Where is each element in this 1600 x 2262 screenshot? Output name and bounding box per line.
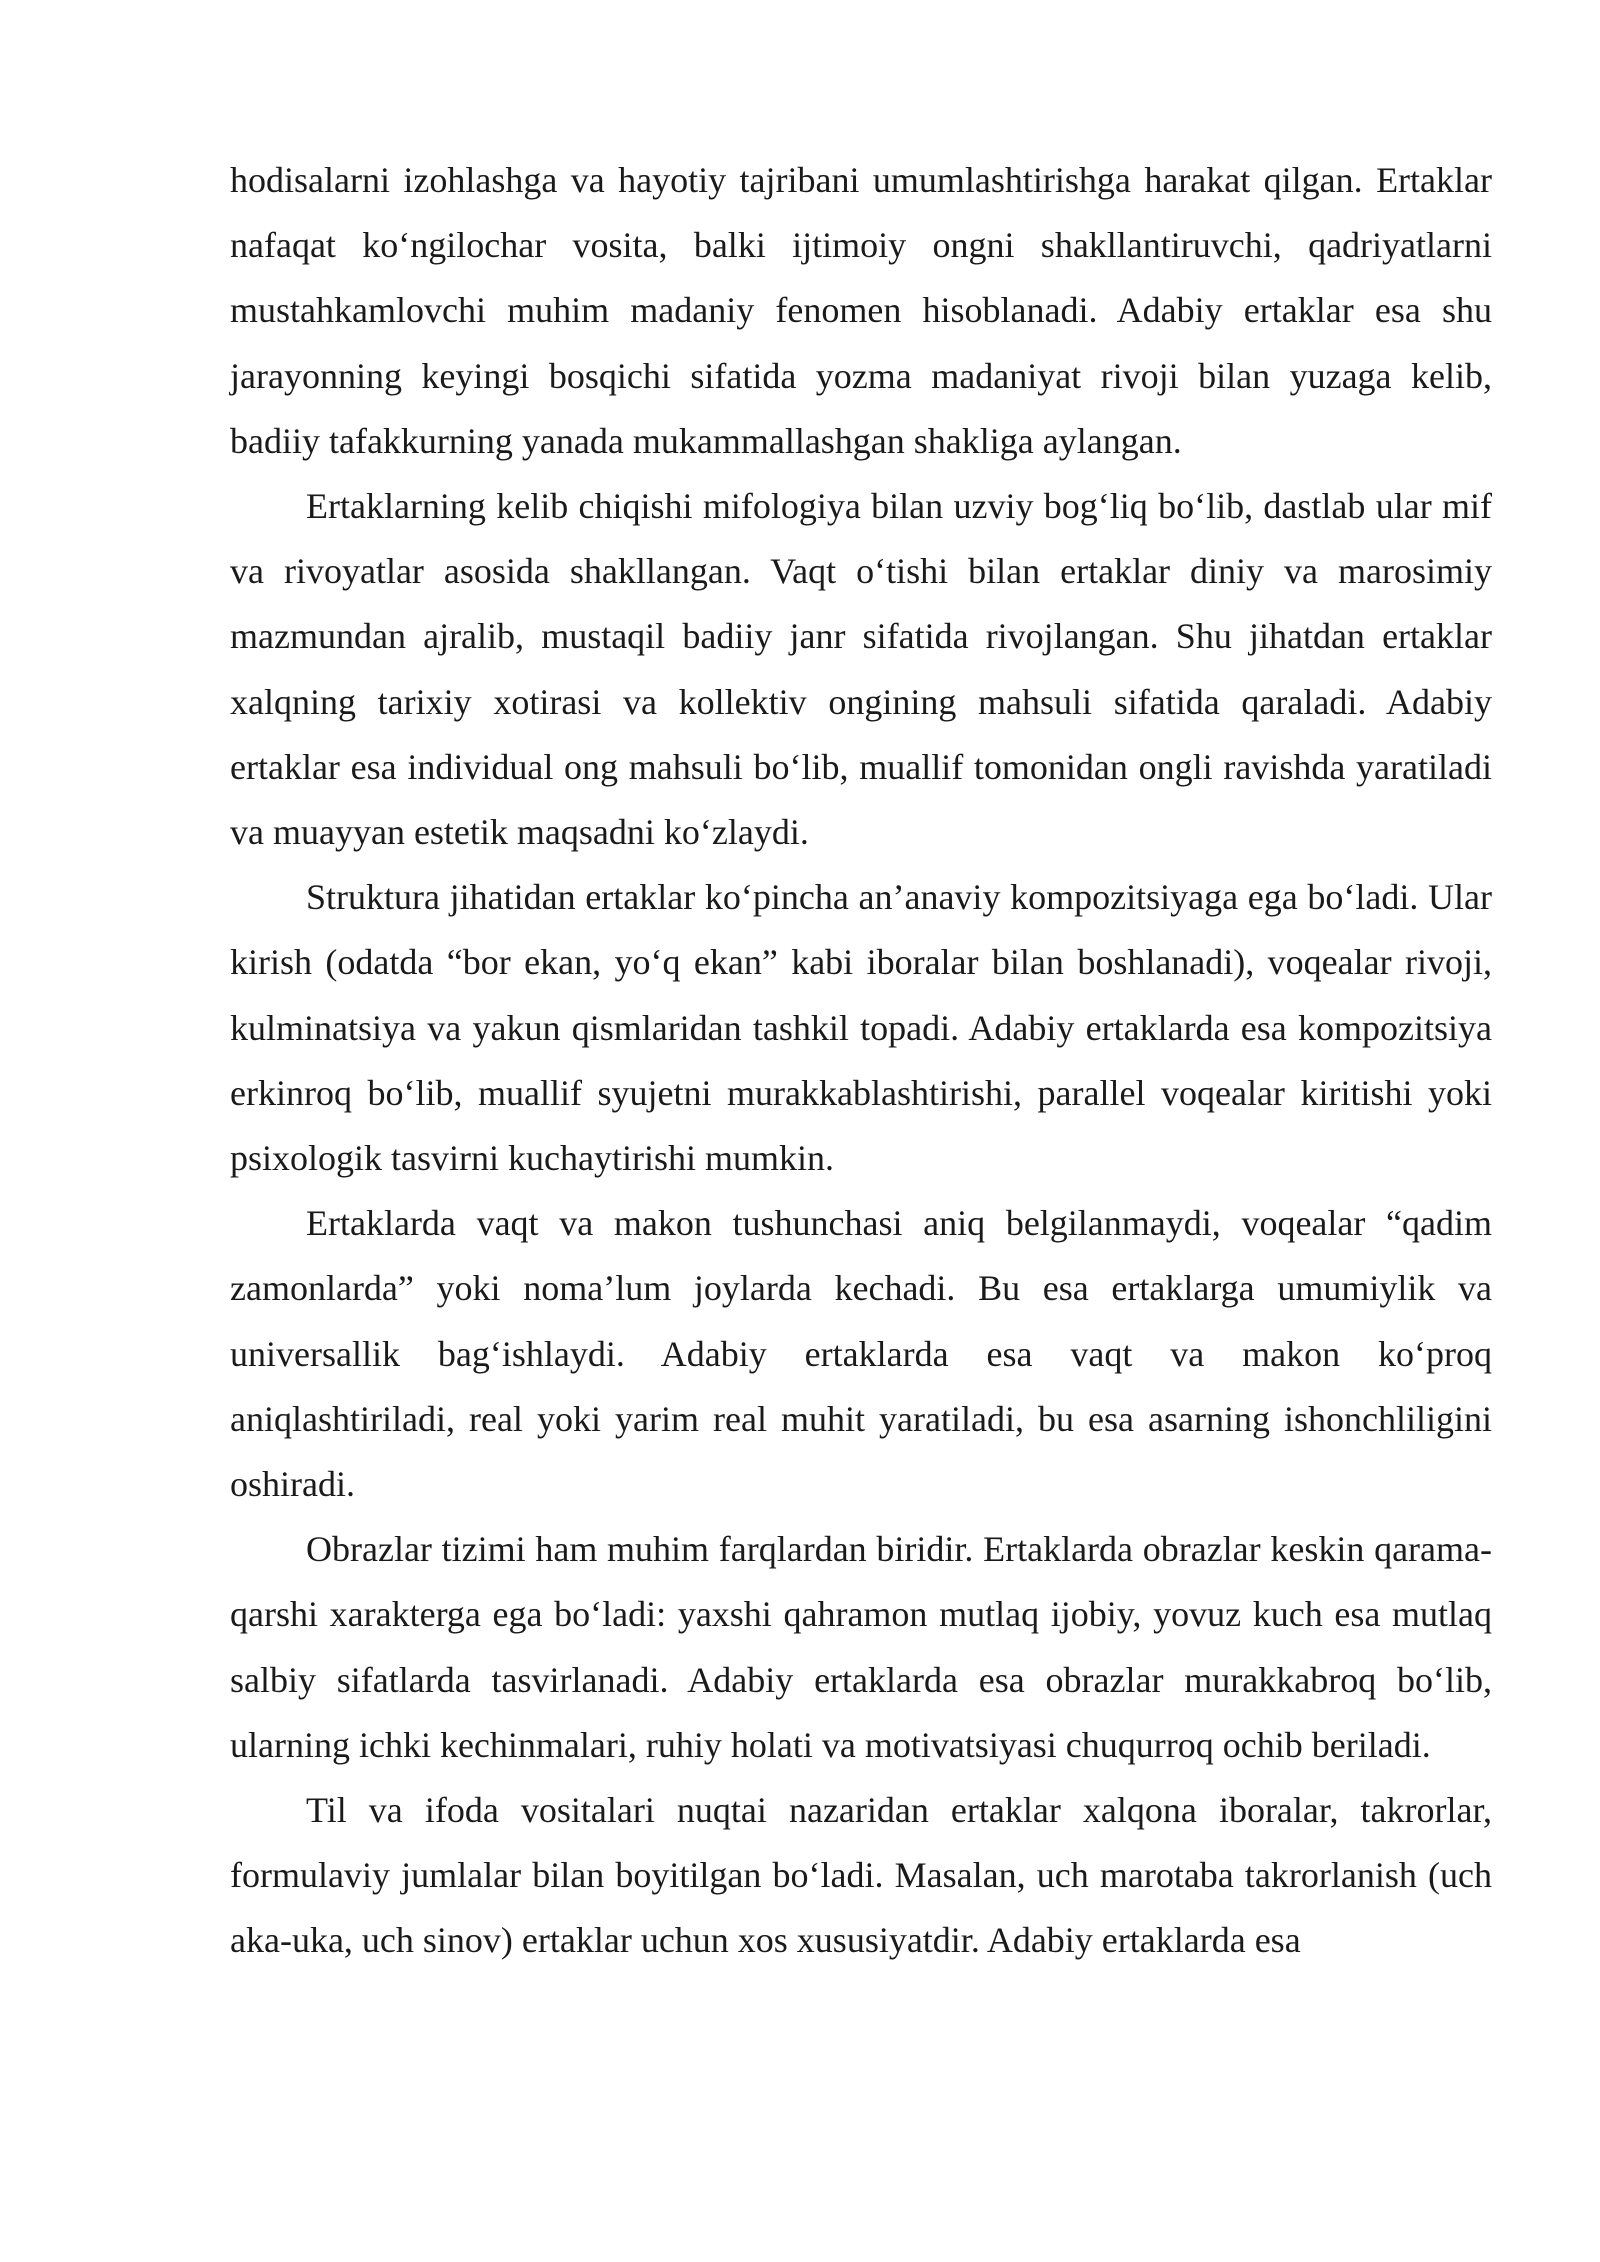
paragraph-continuation: hodisalarni izohlashga va hayotiy tajribani umumlashtirishga harakat qilgan. Ertaklar nafaqat ko‘ngilochar vosita, balki ijtimoiy ongni shakllantiruvchi, qadriyatlarni mustahkamlovchi muhim madaniy fenomen hisoblanadi. Adabiy ertaklar esa shu jarayonning keyingi bosqichi sifatida yozma madaniyat rivoji bilan yuzaga kelib, badiiy tafakkurning yanada mukammallashgan shakliga aylangan. xyxy=(230,160,1492,461)
paragraph-origins: Ertaklarning kelib chiqishi mifologiya bilan uzviy bog‘liq bo‘lib, dastlab ular mif va rivoyatlar asosida shakllangan. Vaqt o‘tishi bilan ertaklar diniy va marosimiy mazmundan ajralib, mustaqil badiiy janr sifatida rivojlangan. Shu jihatdan ertaklar xalqning tarixiy xotirasi va kollektiv ongining mahsuli sifatida qaraladi. Adabiy ertaklar esa individual ong mahsuli bo‘lib, muallif tomonidan ongli ravishda yaratiladi va muayyan estetik maqsadni ko‘zlaydi. xyxy=(230,486,1492,853)
paragraph-structure: Struktura jihatidan ertaklar ko‘pincha an’anaviy kompozitsiyaga ega bo‘ladi. Ular kirish (odatda “bor ekan, yo‘q ekan” kabi iboralar bilan boshlanadi), voqealar rivoji, kulminatsiya va yakun qismlaridan tashkil topadi. Adabiy ertaklarda esa kompozitsiya erkinroq bo‘lib, muallif syujetni murakkablashtirishi, parallel voqealar kiritishi yoki psixologik tasvirni kuchaytirishi mumkin. xyxy=(230,877,1492,1179)
paragraph-language: Til va ifoda vositalari nuqtai nazaridan ertaklar xalqona iboralar, takrorlar, formulaviy jumlalar bilan boyitilgan bo‘ladi. Masalan, uch marotaba takrorlanish (uch aka-uka, uch sinov) ertaklar uchun xos xususiyatdir. Adabiy ertaklarda esa xyxy=(230,1790,1492,1961)
paragraph-characters: Obrazlar tizimi ham muhim farqlardan biridir. Ertaklarda obrazlar keskin qarama-qarshi xarakterga ega bo‘ladi: yaxshi qahramon mutlaq ijobiy, yovuz kuch esa mutlaq salbiy sifatlarda tasvirlanadi. Adabiy ertaklarda esa obrazlar murakkabroq bo‘lib, ularning ichki kechinmalari, ruhiy holati va motivatsiyasi chuqurroq ochib beriladi. xyxy=(230,1529,1492,1765)
document-page xyxy=(230,148,1492,1974)
paragraph-time-space: Ertaklarda vaqt va makon tushunchasi aniq belgilanmaydi, voqealar “qadim zamonlarda” yoki noma’lum joylarda kechadi. Bu esa ertaklarga umumiylik va universallik bag‘ishlaydi. Adabiy ertaklarda esa vaqt va makon ko‘proq aniqlashtiriladi, real yoki yarim real muhit yaratiladi, bu esa asarning ishonchliligini oshiradi. xyxy=(230,1203,1492,1505)
